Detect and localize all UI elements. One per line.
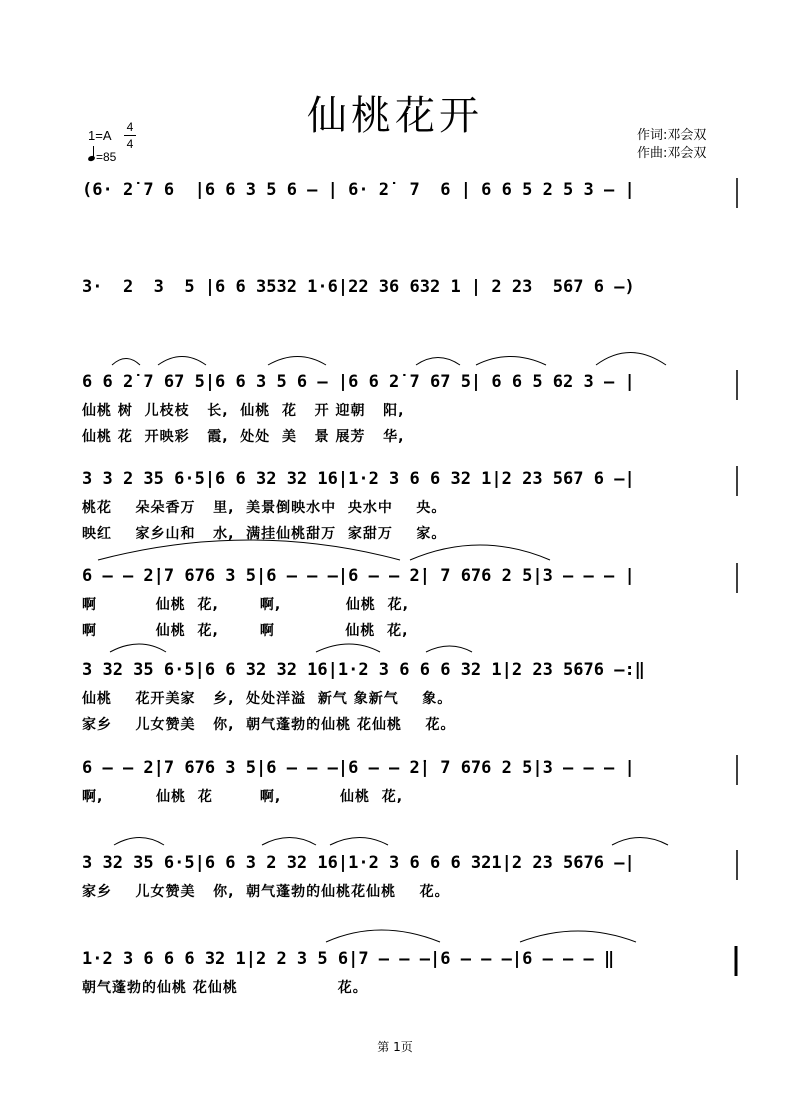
lyric-line-6-verse-2: 家乡 儿女赞美 你, 朝气蓬勃的仙桃 花仙桃 花。	[82, 717, 456, 733]
lyric-line-6-verse-1: 仙桃 花开美家 乡, 处处洋溢 新气 象新气 象。	[82, 691, 453, 707]
lyric-line-3-verse-1: 仙桃 树 儿枝枝 长, 仙桃 花 开 迎朝 阳,	[82, 403, 405, 419]
lyric-line-4-verse-1: 桃花 朵朵香万 里, 美景倒映水中 央水中 央。	[82, 500, 447, 516]
lyric-line-9-verse-1: 朝气蓬勃的仙桃 花仙桃 花。	[82, 980, 368, 996]
lyric-line-8-verse-1: 家乡 儿女赞美 你, 朝气蓬勃的仙桃花仙桃 花。	[82, 884, 450, 900]
notation-line-1: (6· 2̇ 7 6 |6 6 3 5 6 – | 6· 2̇ 7 6 | 6 6 5 2 5 3 – |	[82, 180, 635, 200]
key-signature: 1=A	[88, 128, 112, 143]
page-number: 第 1页	[377, 1040, 413, 1054]
lyricist: 作词:邓会双	[637, 128, 707, 143]
time-signature-top: 4	[126, 120, 134, 134]
notation-line-5: 6 – – 2̇|7 676 3 5|6 – – –|6 – – 2̇| 7 676 2 5|3 – – – |	[82, 566, 635, 586]
lyric-line-3-verse-2: 仙桃 花 开映彩 霞, 处处 美 景 展芳 华,	[82, 429, 405, 445]
lyric-line-7-verse-1: 啊, 仙桃 花 啊, 仙桃 花,	[82, 789, 404, 805]
notation-line-2: 3· 2 3 5 |6 6 3532 1·6|22 36 632 1 | 2 23 567 6 –)	[82, 277, 635, 297]
notation-line-6: 3 32 35 6·5|6 6 32 32 16|1·2 3 6 6 6 32 1|2 23 5676 –:‖	[82, 660, 645, 680]
notation-line-7: 6 – – 2̇|7 676 3 5|6 – – –|6 – – 2̇| 7 676 2 5|3 – – – |	[82, 758, 635, 778]
notation-line-3: 6 6 2̇ 7 67 5|6 6 3 5 6 – |6 6 2̇ 7 67 5| 6 6 5 62 3 – |	[82, 372, 635, 392]
time-signature-bar	[124, 135, 136, 136]
composer: 作曲:邓会双	[637, 146, 707, 161]
tempo-marking	[88, 150, 116, 164]
notation-line-9: 1·2 3 6 6 6 32 1|2 2 3 5 6|7 – – –|6 – – –|6 – – – ‖	[82, 949, 615, 969]
credits	[637, 127, 706, 163]
song-title: 仙桃花开	[307, 93, 483, 139]
lyric-line-5-verse-1: 啊 仙桃 花, 啊, 仙桃 花,	[82, 597, 409, 613]
quarter-note-icon	[87, 155, 95, 162]
notation-line-4: 3 3 2 35 6·5|6 6 32 32 16|1·2 3 6 6 32 1|2 23 567 6 –|	[82, 469, 635, 489]
lyric-line-5-verse-2: 啊 仙桃 花, 啊 仙桃 花,	[82, 623, 409, 639]
note-stem	[93, 146, 94, 160]
time-signature-bottom: 4	[126, 137, 134, 151]
notation-line-8: 3 32 35 6·5|6 6 3 2 32 16|1·2 3 6 6 6 321|2 23 5676 –|	[82, 853, 635, 873]
tempo-value: =85	[96, 150, 117, 164]
time-signature	[124, 120, 136, 151]
lyric-line-4-verse-2: 映红 家乡山和 水, 满挂仙桃甜万 家甜万 家。	[82, 526, 447, 542]
